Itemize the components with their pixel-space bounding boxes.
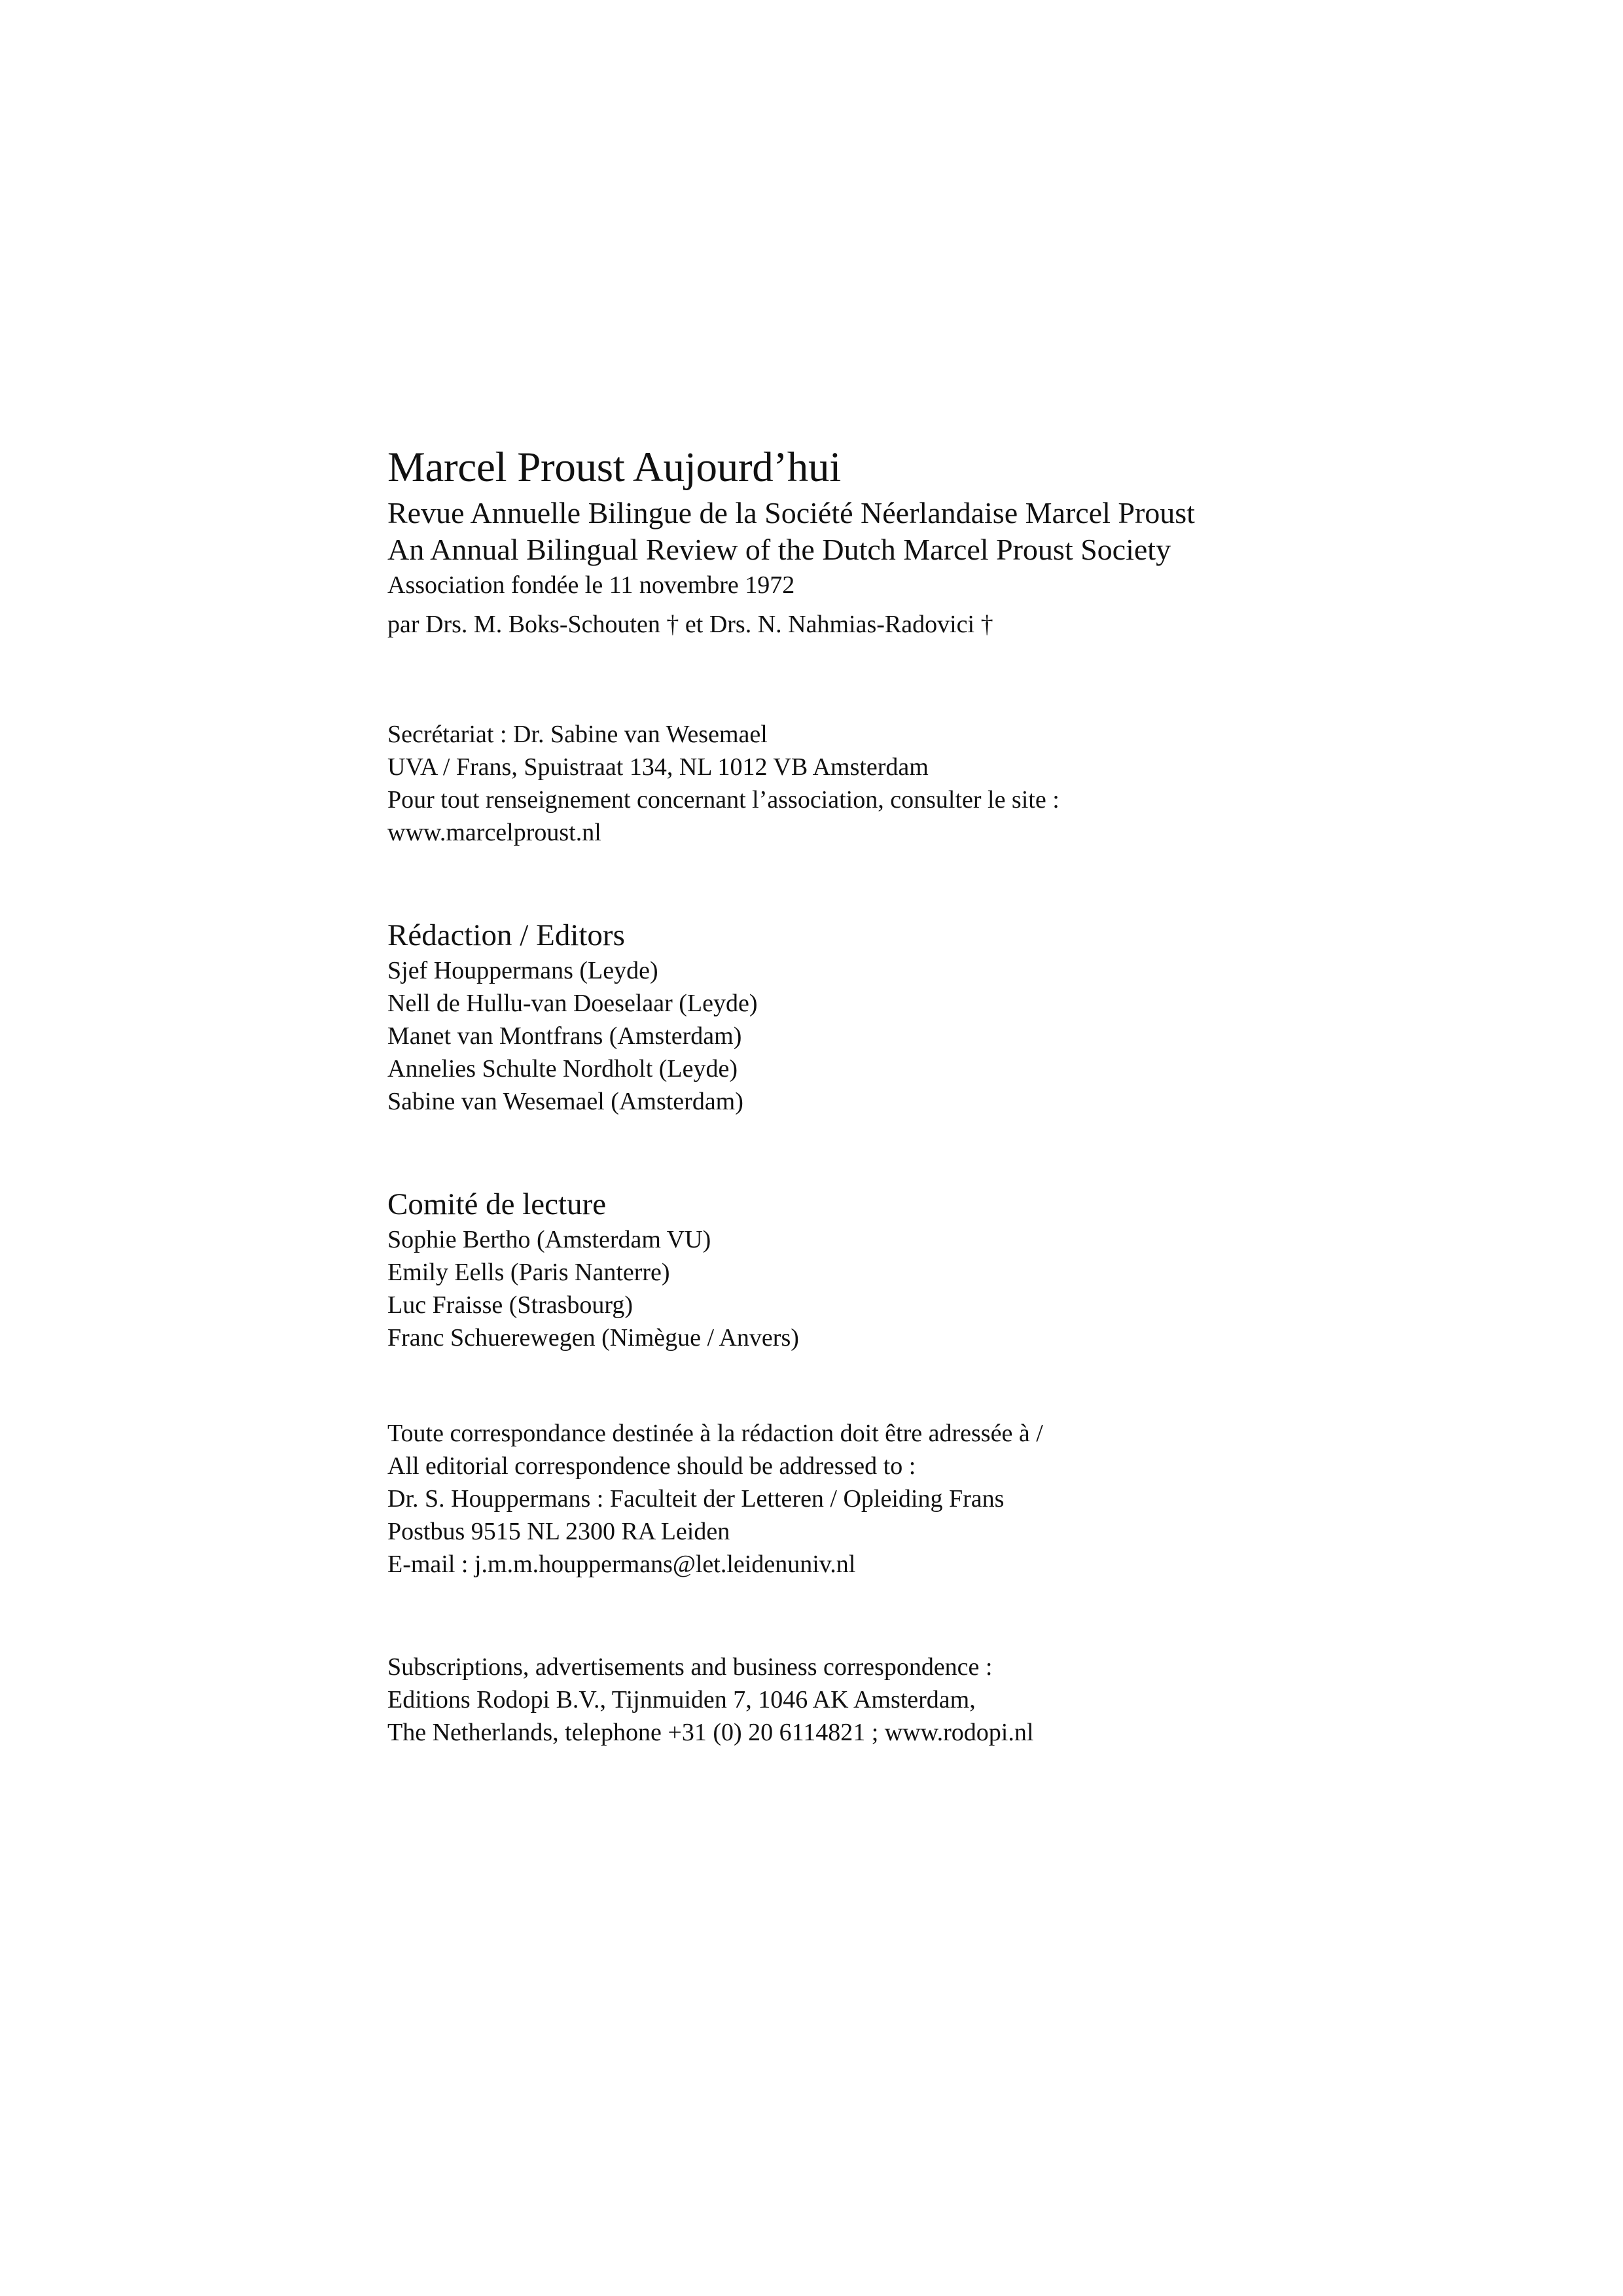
- committee-member: Luc Fraisse (Strasbourg): [387, 1291, 633, 1319]
- correspondence-contact: Dr. S. Houppermans : Faculteit der Letteren / Opleiding Frans: [387, 1485, 1005, 1513]
- subscriptions-section: [387, 1651, 1500, 1749]
- publisher-contact: The Netherlands, telephone +31 (0) 20 6114821 ; www.rodopi.nl: [387, 1719, 1034, 1746]
- committee-member: Emily Eells (Paris Nanterre): [387, 1259, 670, 1286]
- committee-member: Franc Schuerewegen (Nimègue / Anvers): [387, 1324, 799, 1352]
- correspondence-note-en: All editorial correspondence should be addressed to :: [387, 1452, 916, 1480]
- editor-name: Sabine van Wesemael (Amsterdam): [387, 1088, 743, 1115]
- correspondence-note-fr: Toute correspondance destinée à la rédaction doit être adressée à /: [387, 1420, 1043, 1447]
- subscriptions-heading: Subscriptions, advertisements and business correspondence :: [387, 1653, 993, 1681]
- editors-heading: Rédaction / Editors: [387, 918, 625, 952]
- correspondence-email: E-mail : j.m.m.houppermans@let.leidenuniv.nl: [387, 1551, 856, 1578]
- editor-name: Manet van Montfrans (Amsterdam): [387, 1022, 742, 1050]
- secretariat-address: UVA / Frans, Spuistraat 134, NL 1012 VB Amsterdam: [387, 753, 929, 781]
- subtitle-french: Revue Annuelle Bilingue de la Société Néerlandaise Marcel Proust: [387, 496, 1195, 529]
- correspondence-postbus: Postbus 9515 NL 2300 RA Leiden: [387, 1518, 730, 1545]
- masthead: [387, 440, 1500, 641]
- subtitle-english: An Annual Bilingual Review of the Dutch Marcel Proust Society: [387, 533, 1171, 566]
- editor-name: Annelies Schulte Nordholt (Leyde): [387, 1055, 738, 1083]
- editors-section: [387, 916, 1500, 1118]
- secretariat-section: [387, 718, 1500, 849]
- secretariat-info: Pour tout renseignement concernant l’association, consulter le site :: [387, 786, 1060, 814]
- editor-name: Sjef Houppermans (Leyde): [387, 957, 658, 984]
- founding-date: Association fondée le 11 novembre 1972: [387, 571, 795, 599]
- reading-committee-section: [387, 1185, 1500, 1354]
- correspondence-section: [387, 1417, 1500, 1581]
- editor-name: Nell de Hullu-van Doeselaar (Leyde): [387, 990, 758, 1017]
- founders: par Drs. M. Boks-Schouten † et Drs. N. Nahmias-Radovici †: [387, 611, 993, 638]
- committee-member: Sophie Bertho (Amsterdam VU): [387, 1226, 711, 1253]
- secretariat-name: Secrétariat : Dr. Sabine van Wesemael: [387, 721, 768, 748]
- publisher-address: Editions Rodopi B.V., Tijnmuiden 7, 1046 AK Amsterdam,: [387, 1686, 976, 1713]
- secretariat-website: www.marcelproust.nl: [387, 819, 601, 846]
- journal-title: Marcel Proust Aujourd’hui: [387, 444, 841, 491]
- committee-heading: Comité de lecture: [387, 1187, 607, 1221]
